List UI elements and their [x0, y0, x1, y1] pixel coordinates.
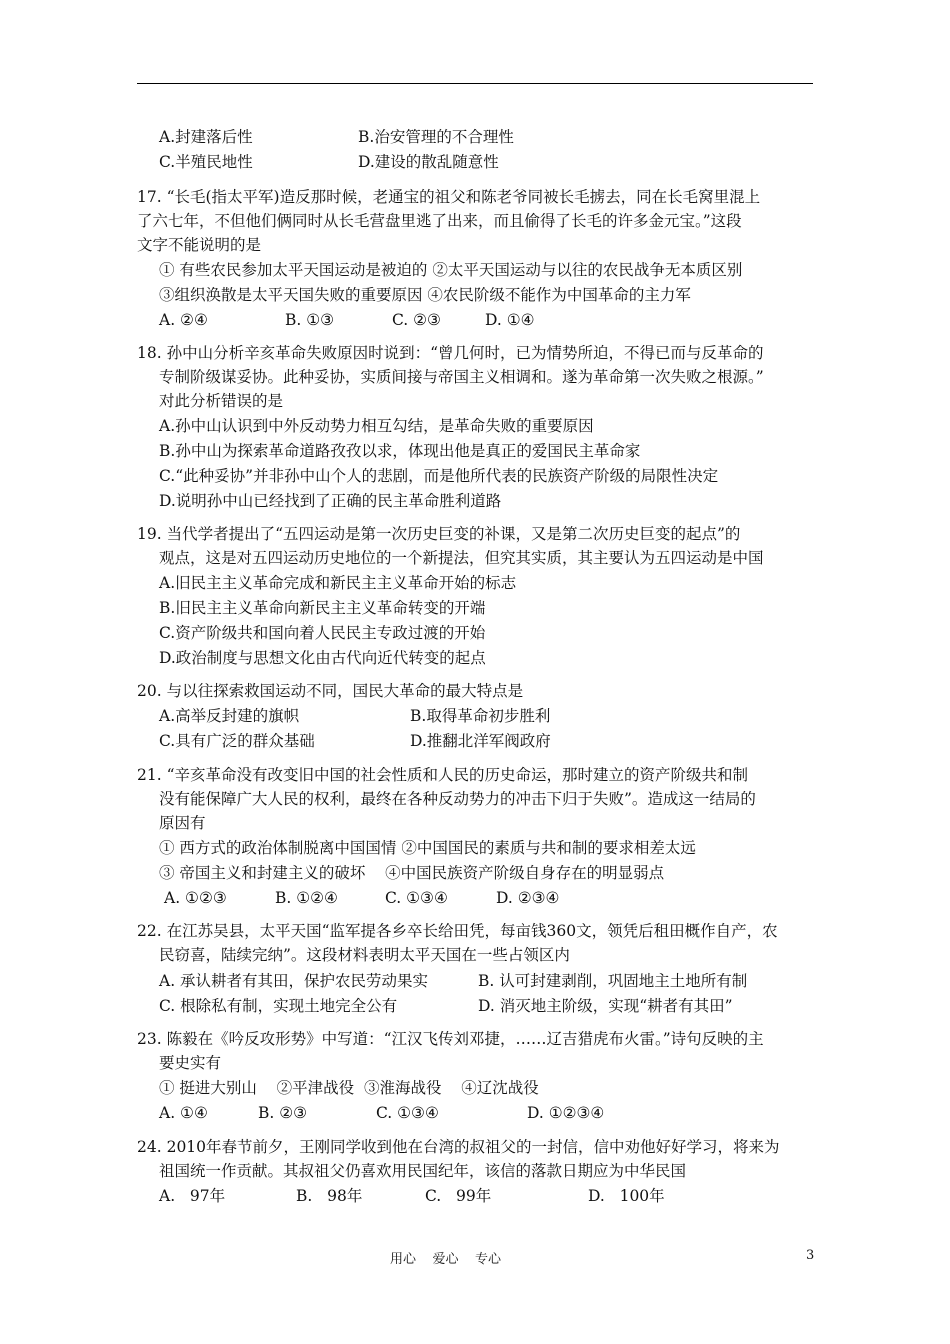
q24-stem-line2: 祖国统一作贡献。其叔祖父仍喜欢用民国纪年，该信的落款日期应为中华民国 [159, 1162, 687, 1180]
q19-option-c: C.资产阶级共和国向着人民民主专政过渡的开始 [159, 624, 486, 642]
q23-stem-line1: 23. 陈毅在《吟反攻形势》中写道：“江汉飞传刘邓捷，……辽吉猎虎布火雷。”诗句反映的主 [137, 1030, 764, 1048]
q17-statements-line1: ① 有些农民参加太平天国运动是被迫的 ②太平天国运动与以往的农民战争无本质区别 [159, 261, 743, 279]
q23-option-a: A. ①④ [159, 1104, 208, 1122]
q21-option-d: D. ②③④ [496, 889, 560, 907]
q18-stem-line3: 对此分析错误的是 [159, 392, 284, 410]
q20-option-d: D.推翻北洋军阀政府 [410, 732, 551, 750]
q21-stem-line3: 原因有 [159, 814, 206, 832]
q17-option-d: D. ①④ [485, 311, 535, 329]
q23-option-b: B. ②③ [258, 1104, 308, 1122]
q19-option-d: D.政治制度与思想文化由古代向近代转变的起点 [159, 649, 486, 667]
footer-motto: 用心 爱心 专心 [390, 1252, 502, 1267]
q19-option-b: B.旧民主主义革命向新民主主义革命转变的开端 [159, 599, 486, 617]
q16-option-d: D.建设的散乱随意性 [358, 153, 499, 171]
q18-stem-line1: 18. 孙中山分析辛亥革命失败原因时说到：“曾几何时，已为情势所迫，不得已而与反革命的 [137, 344, 764, 362]
q24-option-a: A. 97年 [159, 1187, 226, 1205]
page-number: 3 [806, 1248, 815, 1263]
q23-option-c: C. ①③④ [376, 1104, 439, 1122]
q18-option-d: D.说明孙中山已经找到了正确的民主革命胜利道路 [159, 492, 502, 510]
q22-option-b: B. 认可封建剥削，巩固地主土地所有制 [478, 972, 748, 990]
q17-option-a: A. ②④ [159, 311, 208, 329]
q16-option-b: B.治安管理的不合理性 [358, 128, 514, 146]
q22-stem-line1: 22. 在江苏吴县，太平天国“监军提各乡卒长给田凭，每亩钱360文，领凭后租田概作自产，农 [137, 922, 778, 940]
q19-option-a: A.旧民主主义革命完成和新民主主义革命开始的标志 [159, 574, 517, 592]
q19-stem-line2: 观点，这是对五四运动历史地位的一个新提法，但究其实质，其主要认为五四运动是中国 [159, 549, 764, 567]
q21-statements-line2: ③ 帝国主义和封建主义的破坏 ④中国民族资产阶级自身存在的明显弱点 [159, 864, 665, 882]
q20-option-b: B.取得革命初步胜利 [410, 707, 551, 725]
q23-stem-line2: 要史实有 [159, 1054, 222, 1072]
header-rule [137, 83, 813, 84]
q24-option-c: C. 99年 [425, 1187, 492, 1205]
q16-option-c: C.半殖民地性 [159, 153, 253, 171]
q21-stem-line1: 21. “辛亥革命没有改变旧中国的社会性质和人民的历史命运，那时建立的资产阶级共和制 [137, 766, 749, 784]
q18-option-c: C.“此种妥协”并非孙中山个人的悲剧，而是他所代表的民族资产阶级的局限性决定 [159, 467, 719, 485]
q18-option-a: A.孙中山认识到中外反动势力相互勾结，是革命失败的重要原因 [159, 417, 594, 435]
q20-option-c: C.具有广泛的群众基础 [159, 732, 315, 750]
q17-option-c: C. ②③ [392, 311, 441, 329]
q23-option-d: D. ①②③④ [527, 1104, 605, 1122]
q22-option-c: C. 根除私有制，实现土地完全公有 [159, 997, 398, 1015]
q21-stem-line2: 没有能保障广大人民的权利，最终在各种反动势力的冲击下归于失败”。造成这一结局的 [159, 790, 756, 808]
q17-statements-line2: ③组织涣散是太平天国失败的重要原因 ④农民阶级不能作为中国革命的主力军 [159, 286, 691, 304]
q21-option-b: B. ①②④ [275, 889, 338, 907]
q20-option-a: A.高举反封建的旗帜 [159, 707, 300, 725]
q22-option-a: A. 承认耕者有其田，保护农民劳动果实 [159, 972, 429, 990]
q18-option-b: B.孙中山为探索革命道路孜孜以求，体现出他是真正的爱国民主革命家 [159, 442, 641, 460]
q17-option-b: B. ①③ [285, 311, 335, 329]
q17-stem-line2: 了六七年，不但他们俩同时从长毛营盘里逃了出来，而且偷得了长毛的许多金元宝。”这段 [137, 212, 742, 230]
q24-option-d: D. 100年 [588, 1187, 665, 1205]
q22-option-d: D. 消灭地主阶级，实现“耕者有其田” [478, 997, 733, 1015]
q17-stem-line3: 文字不能说明的是 [137, 236, 262, 254]
q16-option-a: A.封建落后性 [159, 128, 253, 146]
q20-stem: 20. 与以往探索救国运动不同，国民大革命的最大特点是 [137, 682, 524, 700]
q21-statements-line1: ① 西方式的政治体制脱离中国国情 ②中国国民的素质与共和制的要求相差太远 [159, 839, 696, 857]
q23-statements: ① 挺进大别山 ②平津战役 ③淮海战役 ④辽沈战役 [159, 1079, 539, 1097]
q21-option-c: C. ①③④ [385, 889, 448, 907]
q24-stem-line1: 24. 2010年春节前夕，王刚同学收到他在台湾的叔祖父的一封信，信中劝他好好学习，将来为 [137, 1138, 780, 1156]
q18-stem-line2: 专制阶级谋妥协。此种妥协，实质间接与帝国主义相调和。遂为革命第一次失败之根源。” [159, 368, 764, 386]
q17-stem-line1: 17. “长毛(指太平军)造反那时候，老通宝的祖父和陈老爷同被长毛掳去，同在长毛窝里混上 [137, 188, 761, 206]
q22-stem-line2: 民窃喜，陆续完纳”。这段材料表明太平天国在一些占领区内 [159, 946, 570, 964]
q24-option-b: B. 98年 [296, 1187, 363, 1205]
q19-stem-line1: 19. 当代学者提出了“五四运动是第一次历史巨变的补课，又是第二次历史巨变的起点”的 [137, 525, 741, 543]
q21-option-a: A. ①②③ [164, 889, 227, 907]
